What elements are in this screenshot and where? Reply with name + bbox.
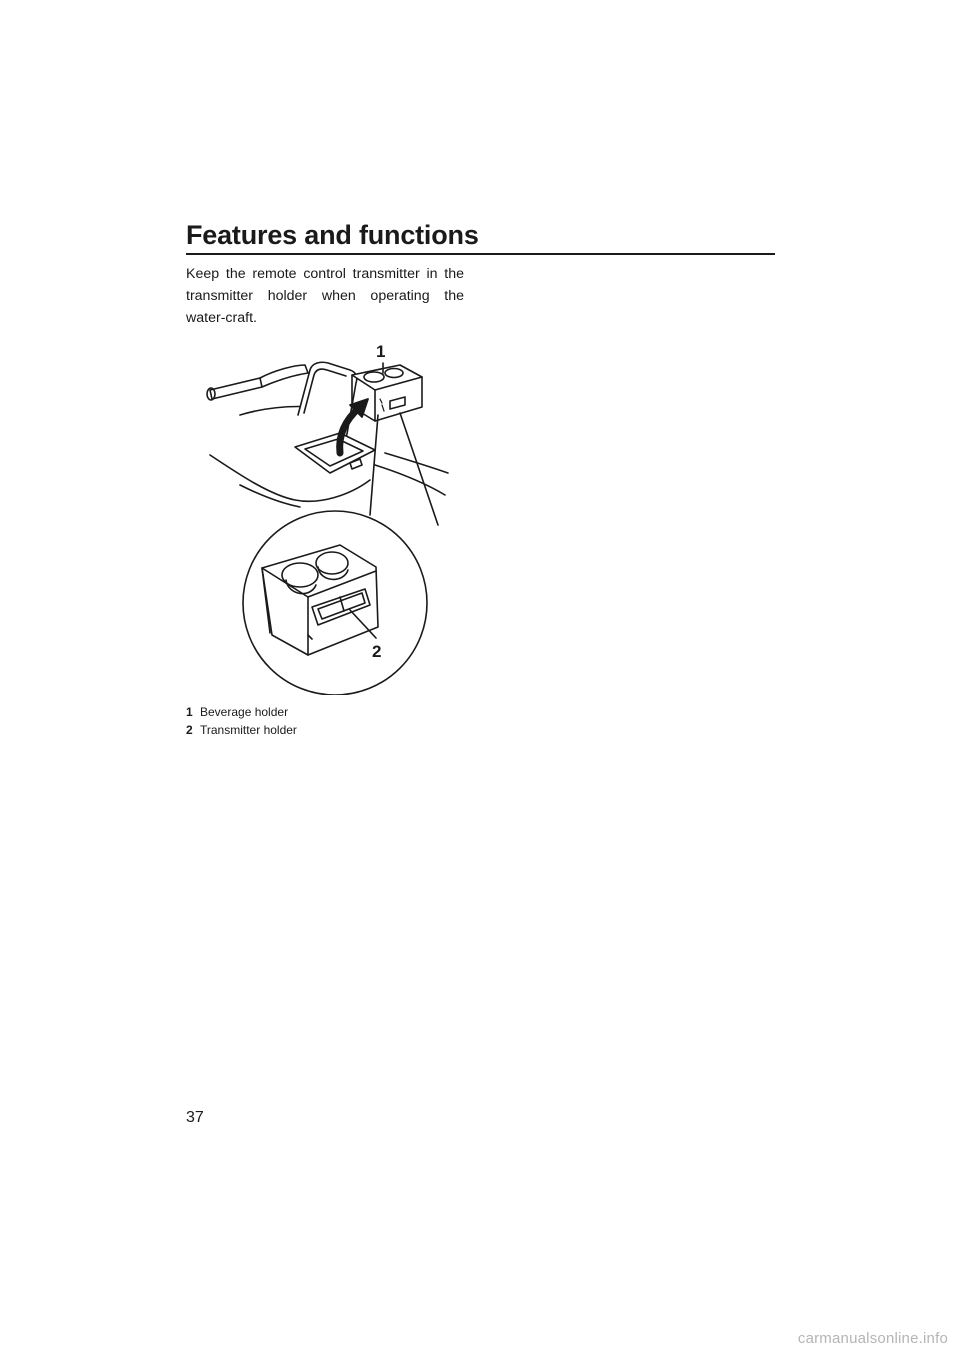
figure-callouts — [186, 703, 297, 739]
body-paragraph: Keep the remote control transmitter in the transmitter holder when operating the water-craft. — [186, 266, 464, 326]
magnify-leaders — [370, 413, 438, 525]
title-rule — [186, 253, 775, 255]
beverage-holder-illustration — [200, 335, 460, 695]
handlebar-drawing — [207, 365, 308, 400]
watermark: carmanualsonline.info — [797, 1330, 948, 1347]
figure-label-2: 2 — [372, 642, 382, 661]
open-lid-drawing — [298, 362, 357, 445]
figure-label-1: 1 — [376, 342, 386, 361]
callout-text: Beverage holder — [200, 705, 289, 719]
magnified-detail — [243, 511, 427, 695]
storage-well-drawing — [295, 433, 375, 473]
callout-text: Transmitter holder — [200, 723, 297, 737]
callout-number: 1 — [186, 705, 193, 719]
page-number: 37 — [186, 1109, 204, 1126]
callout-row — [186, 721, 297, 739]
callout-number: 2 — [186, 723, 193, 737]
page-title: Features and functions — [186, 220, 479, 250]
holder-unit-drawing — [352, 365, 422, 421]
callout-row — [186, 703, 297, 721]
